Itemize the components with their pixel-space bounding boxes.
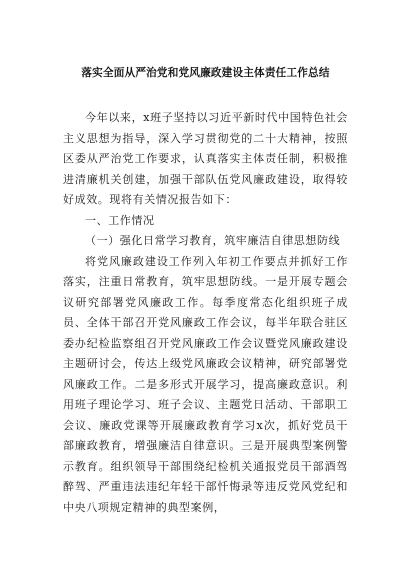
document-body bbox=[63, 108, 348, 518]
intro-paragraph: 今年以来，x班子坚持以习近平新时代中国特色社会主义思想为指导，深入学习贯彻党的二十大精神，按照区委从严治党工作要求，认真落实主体责任制，积极推进清廉机关创建，加强干部队伍党风廉政建设，取得较好成效。现将有关情况报告如下： bbox=[63, 111, 348, 206]
section-heading: 一、工作情况 bbox=[85, 213, 155, 227]
document-title: 落实全面从严治党和党风廉政建设主体责任工作总结 bbox=[81, 67, 330, 79]
body-paragraph: 将党风廉政建设工作列入年初工作要点并抓好工作落实，注重日常教育，筑牢思想防线。一是开展专题会议研究部署党风廉政工作。每季度常态化组织班子成员、全体干部召开党风廉政工作会议，每半年联合驻区委办纪检监察组召开党风廉政工作会议暨党风廉政建设主题研讨会，传达上级党风廉政会议精神，研究部署党风廉政工作。二是多形式开展学习，提高廉政意识。利用班子理论学习、班子会议、主题党日活动、干部职工会议、廉政党课等开展廉政教育学习x次，抓好党员干部廉政教育，增强廉洁自律意识。三是开展典型案例警示教育。组织领导干部围绕纪检机关通报党员干部酒驾醉驾、严重违法违纪年轻干部忏悔录等违反党风党纪和中央八项规定精神的典型案例， bbox=[63, 254, 348, 514]
subsection-heading: （一）强化日常学习教育，筑牢廉洁自律思想防线 bbox=[85, 234, 341, 247]
